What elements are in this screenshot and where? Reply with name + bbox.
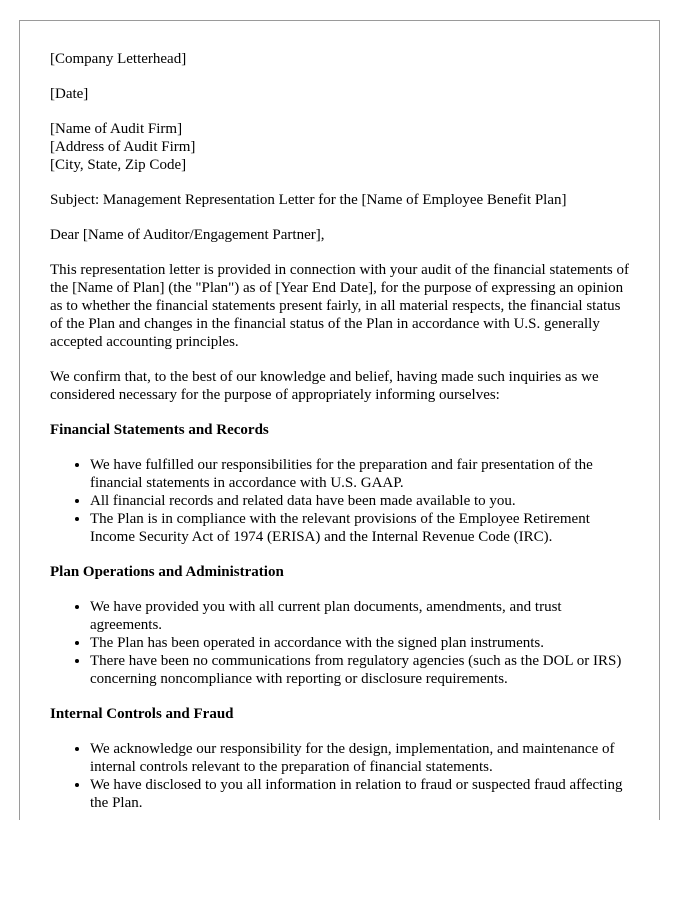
section-heading: Plan Operations and Administration [50,564,284,580]
list-item: • We have fulfilled our responsibilities for the preparation and fair presentation of the financial statements in accordance with U.S. GAAP. [90,456,635,492]
list-item: • The Plan has been operated in accordance with the signed plan instruments. [90,634,635,652]
section-plan-operations [50,563,635,688]
recipient-address [50,120,635,174]
confirm-paragraph: We confirm that, to the best of our knowledge and belief, having made such inquiries as we considered necessary for the purpose of appropriately informing ourselves: [50,369,599,403]
list-item: • There have been no communications from regulatory agencies (such as the DOL or IRS) concerning noncompliance with reporting or disclosure requirements. [90,652,635,688]
audit-firm-name: [Name of Audit Firm] [50,121,183,137]
list-item: • We acknowledge our responsibility for the design, implementation, and maintenance of internal controls relevant to the preparation of financial statements. [90,740,635,776]
audit-firm-city-state-zip: [City, State, Zip Code] [50,157,187,173]
section-internal-controls [50,705,635,812]
list-item: • We have disclosed to you all information in relation to fraud or suspected fraud affecting the Plan. [90,776,635,812]
list-item: • All financial records and related data have been made available to you. [90,492,635,510]
letter-date: [Date] [50,86,89,102]
letter-subject: Subject: Management Representation Letter for the [Name of Employee Benefit Plan] [50,192,567,208]
bullet-list [50,456,635,546]
audit-firm-address: [Address of Audit Firm] [50,139,196,155]
section-heading: Internal Controls and Fraud [50,706,234,722]
list-item: • We have provided you with all current plan documents, amendments, and trust agreements. [90,598,635,634]
bullet-list [50,740,635,812]
intro-paragraph: This representation letter is provided in connection with your audit of the financial statements of the [Name of Plan] (the "Plan") as of [Year End Date], for the purpose of expressing an opinion as to whether the financial statements present fairly, in all material respects, the financial status of the Plan and changes in the financial status of the Plan in accordance with U.S. generally accepted accounting principles. [50,262,630,350]
section-financial-statements [50,421,635,546]
letter-body [50,50,635,820]
company-letterhead: [Company Letterhead] [50,51,187,67]
bullet-list [50,598,635,688]
section-heading: Financial Statements and Records [50,422,269,438]
letter-page [19,20,660,820]
letter-salutation: Dear [Name of Auditor/Engagement Partner], [50,227,325,243]
list-item: • The Plan is in compliance with the relevant provisions of the Employee Retirement Income Security Act of 1974 (ERISA) and the Internal Revenue Code (IRC). [90,510,635,546]
